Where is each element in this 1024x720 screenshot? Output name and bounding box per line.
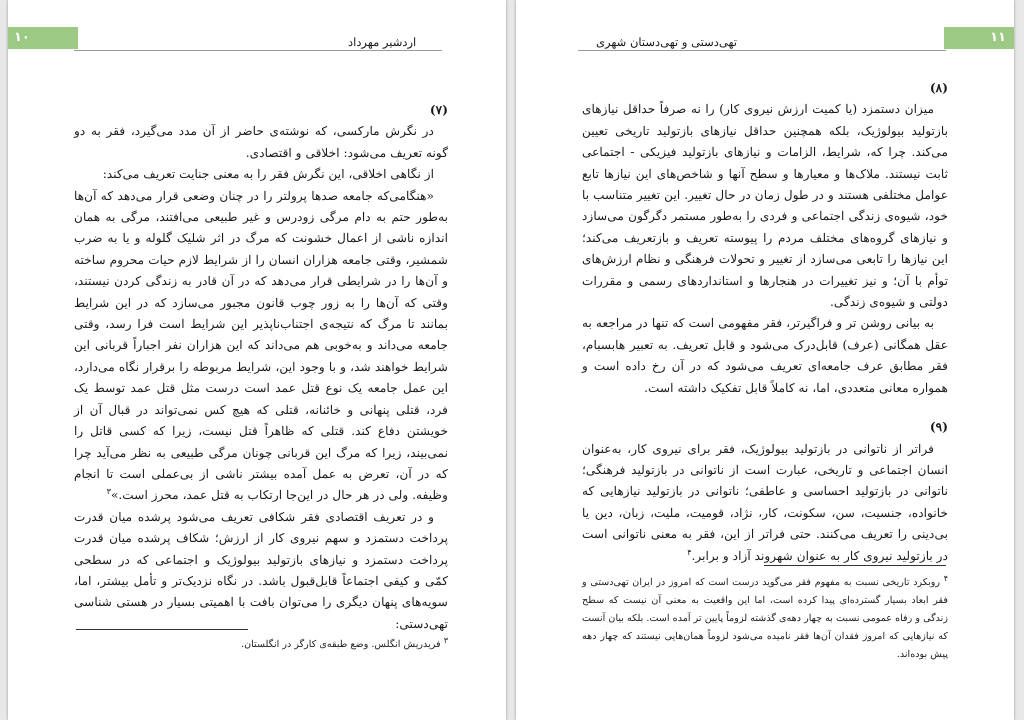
page-number-badge: ۱۰	[8, 27, 78, 49]
section-number: (۹)	[929, 420, 948, 435]
body-text	[582, 78, 948, 567]
page-number-badge: ۱۱	[944, 27, 1014, 49]
section-number: (۷)	[429, 103, 448, 117]
paragraph: در نگرش مارکسی، که نوشته‌ی حاضر از آن مدد می‌گیرد، فقر به دو گونه تعریف می‌شود: اخلاقی و اقتصادی.	[74, 124, 448, 160]
quote-text: «هنگامی‌که جامعه صدها پرولتر را در چنان وضعی قرار می‌دهد که آن‌ها به‌طور حتم به دام مرگی زودرس و غیر طبیعی می‌افتند، مرگی به همان اندازه ناشی از اعمال خشونت که مرگ در اثر شلیک گلوله و یا به ضرب شمشیر، وقتی جامعه هزاران انسان را از شرایط لازم حیات محروم ساخته و آن‌ها را در شرایطی قرار می‌دهد که در آن قادر به زندگی کردن نیستند، وقتی که آن‌ها را به زور چوب قانون مجبور می‌سازد که در این شرایط بمانند تا مرگ که نتیجه‌ی اجتناب‌ناپذیر این شرایط است فرا رسد، وقتی جامعه می‌داند و به‌خوبی هم می‌داند که این هزاران نفر اجباراً قربانی این شرایط خواهند شد، و با وجود این، شرایط مربوطه را برقرار نگاه می‌دارد، این عمل جامعه یک نوع قتل عمد است درست مثل قتل عمد توسط یک فرد، قتلی پنهانی و خائنانه، قتلی که هیچ کس نمی‌تواند در قبال آن از خویشتن دفاع کند. قتلی که ظاهراً قتل نیست، زیرا که کسی قاتل را نمی‌بیند، زیرا که مرگ این قربانی چونان مرگی طبیعی به نظر می‌آید چرا که در آن، تعرض به عمل آمده بیشتر ناشی از بی‌عملی است تا انجام وظیفه. ولی در هر حال در این‌جا ارتکاب به قتل عمد، محرز است.»	[74, 188, 448, 503]
footnote-rule	[76, 629, 248, 630]
running-header: اردشیر مهرداد	[348, 35, 417, 49]
footnote-number: ۴	[943, 573, 948, 583]
header-rule	[74, 50, 442, 51]
footnote-rule	[764, 565, 946, 566]
footnote	[582, 574, 948, 664]
paragraph: به بیانی روشن تر و فراگیرتر، فقر مفهومی است که تنها در مراجعه به عقل همگانی (عرف) قابل‌درک می‌شود و قابل تعریف. به تعبیر هابسبام، فقر مطابق عرف جامعه‌ای تعریف می‌شود که در آن رخ داده است و همواره معانی متعددی، اما، نه کاملاً قابل تفکیک داشته است.	[582, 316, 948, 395]
footnote-ref[interactable]: ۴	[687, 547, 692, 557]
paragraph-text: فراتر از ناتوانی در بازتولید بیولوژیک، فقر برای نیروی کار، به‌عنوان انسان اجتماعی و تاریخی، عبارت است از ناتوانی در بازتولید فرهنگی؛ ناتوانی در بازتولید احساسی و عاطفی؛ ناتوانی در بازتولید نیازهایی که خانواده، جنسیت، سن، سکونت، کار، نژاد، قومیت، ملیت، زبان، دین یا بی‌دینی را تعریف می‌کنند. حتی فراتر از این، فقر به معنی ناتوانی است در بازتولید نیروی کار به عنوان شهروند آزاد و برابر.	[582, 441, 948, 563]
paragraph	[582, 439, 948, 567]
paragraph: از نگاهی اخلاقی، این نگرش فقر را به معنی جنایت تعریف می‌کند:	[102, 167, 434, 182]
footnote-text: روبکرد تاریخی نسبت به مفهوم فقر می‌گوید درست است که امروز در ایران تهی‌دستی و فقر ابعاد بسیار گسترده‌ای پیدا کرده است، اما این واقعیت به معنی آن نیست که سطح زندگی و رفاه عمومی نسبت به چهار دهه‌ی گذشته لزوماً پایین تر آمده است. بلکه بیان آنست که نیازهایی که امروز فقدان آن‌ها فقر نامیده می‌شود لزوماً همان‌هایی نیستند که چهار دهه پیش بوده‌اند.	[582, 577, 948, 660]
quote-paragraph	[74, 186, 448, 507]
left-page	[8, 0, 506, 720]
body-text	[74, 100, 448, 635]
footnote-number: ۳	[443, 635, 448, 645]
paragraph: میزان دستمزد (یا کمیت ارزش نیروی کار) را نه صرفاً حداقل نیازهای بازتولید بیولوژیک، بلکه همچنین حداقل نیازهای بازتولید تاریخی تعیین می‌کند. چرا که، شرایط، الزامات و نیازهای بازتولید فیزیکی - اجتماعی ثابت نیستند. ملاک‌ها و معیارها و سطح آنها و شاخص‌های این نیازها تابع عوامل مختلفی هستند و در طول زمان در حال تغییر. این تغییر متناسب با خود، شیوه‌ی زندگی اجتماعی و فردی را به‌طور مستمر دگرگون می‌سازد و نیازهای گروه‌های مختلف مردم را پیوسته تعریف و بازتعریف می‌کند؛ این نیازها را تابعی می‌سازد از تغییر و تحولات فرهنگی و نظام ارزش‌های توأم با آن؛ و نیز تغییرات در هنجارها و استانداردهای رسمی و مقررات دولتی و شیوه‌ی زندگی.	[582, 102, 948, 310]
section-number: (۸)	[929, 81, 948, 95]
running-header: تهی‌دستی و تهی‌دستان شهری	[596, 35, 737, 49]
footnote-text: فریدریش انگلس. وضع طبقه‌ی کارگر در انگلستان.	[241, 639, 441, 650]
section-gap	[582, 399, 948, 417]
footnote-ref[interactable]: ۳	[106, 487, 111, 497]
right-page	[516, 0, 1014, 720]
footnote	[74, 636, 448, 654]
paragraph: و در تعریف اقتصادی فقر شکافی تعریف می‌شود پرشده میان قدرت پرداخت دستمزد و سهم نیروی کار از ارزش؛ شکاف پرشده میان قدرت پرداخت دستمزد و نیازهای بازتولید بیولوژیک و اجتماعی که در سطحی کمّی و کیفی اجتماعاً قابل‌قبول باشد. در نگاه نزدیک‌تر و تأمل بیشتر، اما، سویه‌های پنهان دیگری را می‌توان بافت با اهمیتی بسیار در هستی شناسی تهی‌دستی:	[74, 509, 448, 631]
header-rule	[578, 50, 946, 51]
